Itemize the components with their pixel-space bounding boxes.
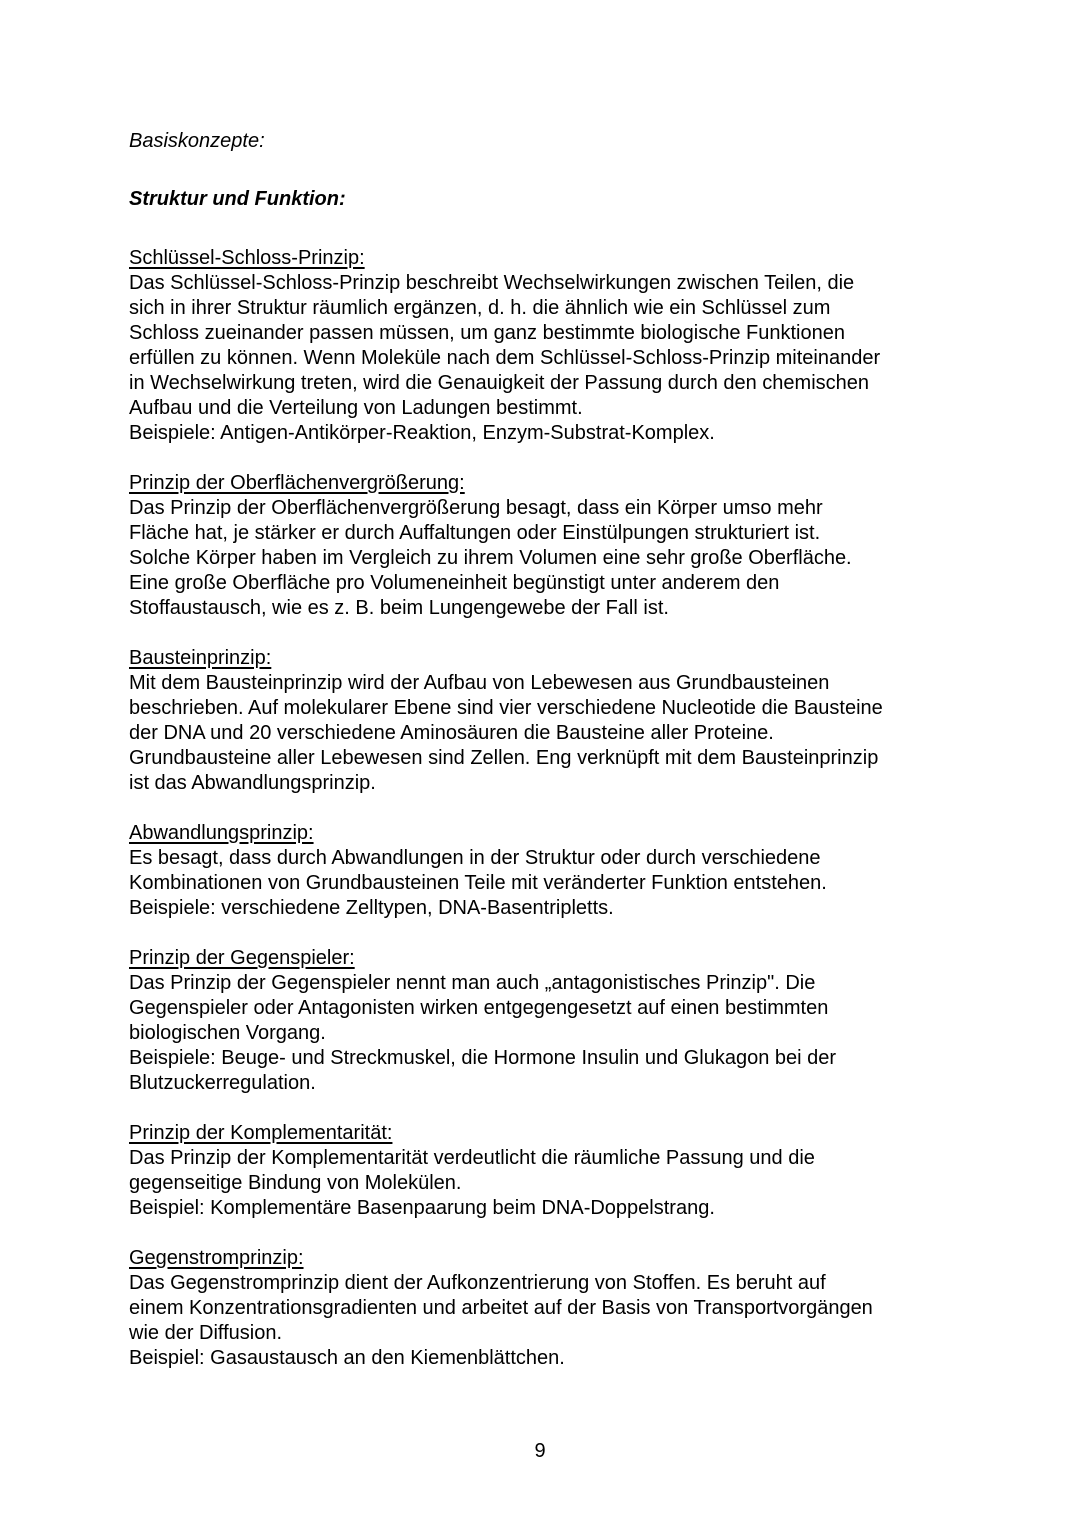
section-text-line: Grundbausteine aller Lebewesen sind Zellen. Eng verknüpft mit dem Bausteinprinzip [129, 747, 879, 769]
page-number: 9 [534, 1440, 546, 1462]
section-text-line: Aufbau und die Verteilung von Ladungen bestimmt. [129, 397, 583, 419]
section-text-line: Das Schlüssel-Schloss-Prinzip beschreibt Wechselwirkungen zwischen Teilen, die [129, 272, 855, 294]
section-text-line: Schloss zueinander passen müssen, um ganz bestimmte biologische Funktionen [129, 322, 845, 344]
intro-label: Basiskonzepte: [129, 130, 265, 152]
section-text-line: Gegenspieler oder Antagonisten wirken entgegengesetzt auf einen bestimmten [129, 997, 829, 1019]
section-text-line: einem Konzentrationsgradienten und arbeitet auf der Basis von Transportvorgängen [129, 1297, 873, 1319]
section-text-line: erfüllen zu können. Wenn Moleküle nach dem Schlüssel-Schloss-Prinzip miteinander [129, 347, 881, 369]
section-text-line: Beispiele: verschiedene Zelltypen, DNA-Basentripletts. [129, 897, 614, 919]
section-text-line: Das Prinzip der Gegenspieler nennt man auch „antagonistisches Prinzip". Die [129, 972, 816, 994]
section-title: Bausteinprinzip: [129, 647, 272, 669]
section [129, 471, 959, 621]
section-text-line: in Wechselwirkung treten, wird die Genauigkeit der Passung durch den chemischen [129, 372, 870, 394]
section-text-line: Das Gegenstromprinzip dient der Aufkonzentrierung von Stoffen. Es beruht auf [129, 1272, 826, 1294]
section [129, 1121, 959, 1221]
section-text-line: Beispiele: Beuge- und Streckmuskel, die Hormone Insulin und Glukagon bei der [129, 1047, 837, 1069]
section-text-line: Das Prinzip der Oberflächenvergrößerung besagt, dass ein Körper umso mehr [129, 497, 823, 519]
section-title: Prinzip der Komplementarität: [129, 1122, 393, 1144]
section-text-line: sich in ihrer Struktur räumlich ergänzen, d. h. die ähnlich wie ein Schlüssel zum [129, 297, 831, 319]
section-text-line: Beispiel: Komplementäre Basenpaarung beim DNA-Doppelstrang. [129, 1197, 715, 1219]
section-text-line: Stoffaustausch, wie es z. B. beim Lungengewebe der Fall ist. [129, 597, 669, 619]
sections-container [129, 246, 959, 1371]
section-text-line: gegenseitige Bindung von Molekülen. [129, 1172, 462, 1194]
section-text-line: biologischen Vorgang. [129, 1022, 326, 1044]
section-text-line: Beispiele: Antigen-Antikörper-Reaktion, Enzym-Substrat-Komplex. [129, 422, 715, 444]
section-text-line: Blutzuckerregulation. [129, 1072, 316, 1094]
section-title: Schlüssel-Schloss-Prinzip: [129, 247, 365, 269]
section-text-line: ist das Abwandlungsprinzip. [129, 772, 376, 794]
section [129, 646, 959, 796]
section [129, 246, 959, 446]
section-text-line: wie der Diffusion. [129, 1322, 283, 1344]
section-text-line: beschrieben. Auf molekularer Ebene sind vier verschiedene Nucleotide die Bausteine [129, 697, 883, 719]
document-page [129, 128, 959, 1371]
section-title: Abwandlungsprinzip: [129, 822, 314, 844]
section-text-line: Eine große Oberfläche pro Volumeneinheit begünstigt unter anderem den [129, 572, 780, 594]
section [129, 821, 959, 921]
section-text-line: Fläche hat, je stärker er durch Auffaltungen oder Einstülpungen strukturiert ist. [129, 522, 821, 544]
section [129, 1246, 959, 1371]
section-text-line: Mit dem Bausteinprinzip wird der Aufbau von Lebewesen aus Grundbausteinen [129, 672, 830, 694]
section-title: Gegenstromprinzip: [129, 1247, 304, 1269]
section-text-line: Solche Körper haben im Vergleich zu ihrem Volumen eine sehr große Oberfläche. [129, 547, 852, 569]
section-text-line: der DNA und 20 verschiedene Aminosäuren die Bausteine aller Proteine. [129, 722, 774, 744]
section [129, 946, 959, 1096]
section-title: Prinzip der Gegenspieler: [129, 947, 355, 969]
section-text-line: Das Prinzip der Komplementarität verdeutlicht die räumliche Passung und die [129, 1147, 815, 1169]
main-heading: Struktur und Funktion: [129, 188, 346, 210]
section-text-line: Beispiel: Gasaustausch an den Kiemenblättchen. [129, 1347, 565, 1369]
section-text-line: Kombinationen von Grundbausteinen Teile mit veränderter Funktion entstehen. [129, 872, 827, 894]
section-title: Prinzip der Oberflächenvergrößerung: [129, 472, 465, 494]
section-text-line: Es besagt, dass durch Abwandlungen in der Struktur oder durch verschiedene [129, 847, 821, 869]
